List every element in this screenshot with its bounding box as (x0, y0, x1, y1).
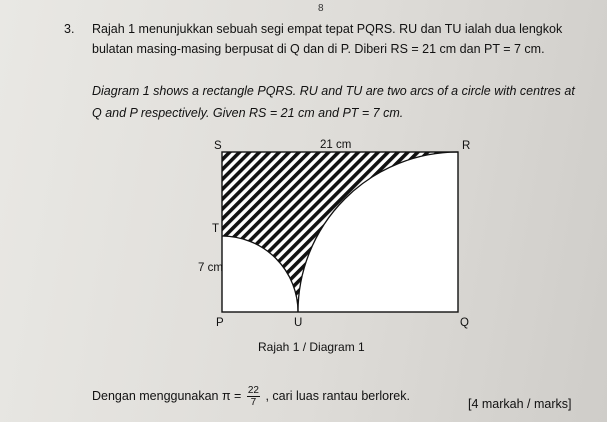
label-rs-length: 21 cm (320, 139, 352, 151)
marks-label: [4 markah / marks] (468, 397, 572, 411)
label-q: Q (460, 317, 469, 329)
question-text-english-2: Q and P respectively. Given RS = 21 cm and PT = 7 cm. (92, 106, 404, 120)
label-u: U (294, 317, 303, 329)
instruction-after-pi: , cari luas rantau berlorek. (265, 388, 410, 403)
instruction-before-pi: Dengan menggunakan π = (92, 388, 242, 403)
page-number: 8 (318, 3, 324, 14)
label-t: T (212, 223, 220, 235)
question-text-malay-1: Rajah 1 menunjukkan sebuah segi empat tepat PQRS. RU dan TU ialah dua lengkok (92, 22, 563, 36)
diagram-caption: Rajah 1 / Diagram 1 (258, 340, 365, 354)
question-number: 3. (64, 22, 75, 36)
label-s: S (214, 140, 222, 152)
rectangle-pqrs-diagram (180, 130, 480, 330)
label-r: R (462, 140, 471, 152)
pi-denominator: 7 (250, 397, 257, 408)
pi-fraction (247, 385, 260, 408)
label-p: P (216, 317, 224, 329)
question-text-malay-2: bulatan masing-masing berpusat di Q dan di P. Diberi RS = 21 cm dan PT = 7 cm. (92, 42, 545, 56)
pi-numerator: 22 (247, 385, 259, 396)
question-text-english-1: Diagram 1 shows a rectangle PQRS. RU and TU are two arcs of a circle with centres at (92, 84, 575, 98)
label-pt-length: 7 cm (198, 262, 223, 274)
instruction-text (92, 385, 410, 408)
